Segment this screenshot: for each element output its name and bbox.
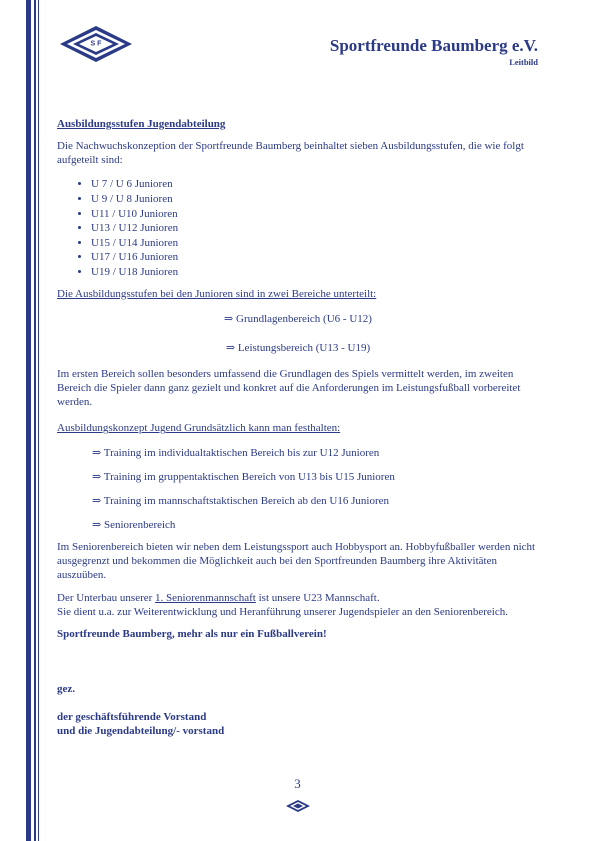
list-item: • U 9 / U 8 Junioren xyxy=(91,192,539,207)
seniors-paragraph: Im Seniorenbereich bieten wir neben dem Leistungssport auch Hobbysport an. Hobbyfußballer werden nicht ausgegrenzt und bekommen die Möglichkeit auch bei den Sportfreunden Baumberg ihre Aktivitäten auszuüben. xyxy=(57,541,536,581)
substructure-text-before: Der Unterbau unserer xyxy=(57,591,156,604)
footer-logo xyxy=(285,799,311,813)
document-subtitle: Leitbild xyxy=(509,57,538,67)
area-performance: ⇒ Leistungsbereich (U13 - U19) xyxy=(225,342,371,355)
intro-paragraph: Die Nachwuchskonzeption der Sportfreunde Baumberg beinhaltet sieben Ausbildungsstufen, die wie folgt aufgeteilt sind: xyxy=(57,139,524,166)
signature-line-board: der geschäftsführende Vorstand xyxy=(57,710,207,723)
signature-line-youth: und die Jugendabteilung/- vorstand xyxy=(57,724,225,737)
organization-name: Sportfreunde Baumberg e.V. xyxy=(329,36,538,55)
area-basic: ⇒ Grundlagenbereich (U6 - U12) xyxy=(224,313,372,326)
substructure-paragraph xyxy=(57,592,539,620)
page-number: 3 xyxy=(294,776,301,791)
levels-list xyxy=(57,177,539,279)
concept-item: ⇒ Seniorenbereich xyxy=(92,518,176,531)
club-logo xyxy=(58,24,134,64)
section-title-areas: Die Ausbildungsstufen bei den Junioren sind in zwei Bereiche unterteilt: xyxy=(57,287,377,300)
left-border-bar-thin xyxy=(38,0,39,841)
list-item: • U19 / U18 Junioren xyxy=(91,265,539,280)
list-item: • U 7 / U 6 Junioren xyxy=(91,177,539,192)
list-item: • U17 / U16 Junioren xyxy=(91,250,539,265)
left-border-bar-mid xyxy=(34,0,36,841)
concept-item: ⇒ Training im gruppentaktischen Bereich von U13 bis U15 Junioren xyxy=(92,470,395,483)
list-item: • U11 / U10 Junioren xyxy=(91,207,539,222)
logo-text: S F xyxy=(90,40,102,48)
section-title-levels: Ausbildungsstufen Jugendabteilung xyxy=(57,118,226,130)
document-body xyxy=(57,118,539,738)
left-border-bar-thick xyxy=(26,0,31,841)
substructure-line2: Sie dient u.a. zur Weiterentwicklung und Heranführung unserer Jugendspieler an den Seniorenbereich. xyxy=(57,605,508,618)
list-item: • U15 / U14 Junioren xyxy=(91,236,539,251)
senior-team-link[interactable]: 1. Seniorenmannschaft xyxy=(155,591,256,604)
concept-item: ⇒ Training im individualtaktischen Bereich bis zur U12 Junioren xyxy=(92,447,380,460)
signature-gez: gez. xyxy=(57,683,76,696)
substructure-text-after: ist unsere U23 Mannschaft. xyxy=(255,591,380,604)
section-title-concept: Ausbildungskonzept Jugend Grundsätzlich kann man festhalten: xyxy=(57,422,341,435)
club-slogan: Sportfreunde Baumberg, mehr als nur ein Fußballverein! xyxy=(57,628,327,641)
areas-paragraph: Im ersten Bereich sollen besonders umfassend die Grundlagen des Spiels vermittelt werden, im zweiten Bereich die Spieler dann ganz gezielt und konkret auf die Anforderungen im Leistungsfußball vorbereitet werden. xyxy=(57,367,521,408)
list-item: • U13 / U12 Junioren xyxy=(91,221,539,236)
concept-item: ⇒ Training im mannschaftstaktischen Bereich ab den U16 Junioren xyxy=(92,494,389,507)
